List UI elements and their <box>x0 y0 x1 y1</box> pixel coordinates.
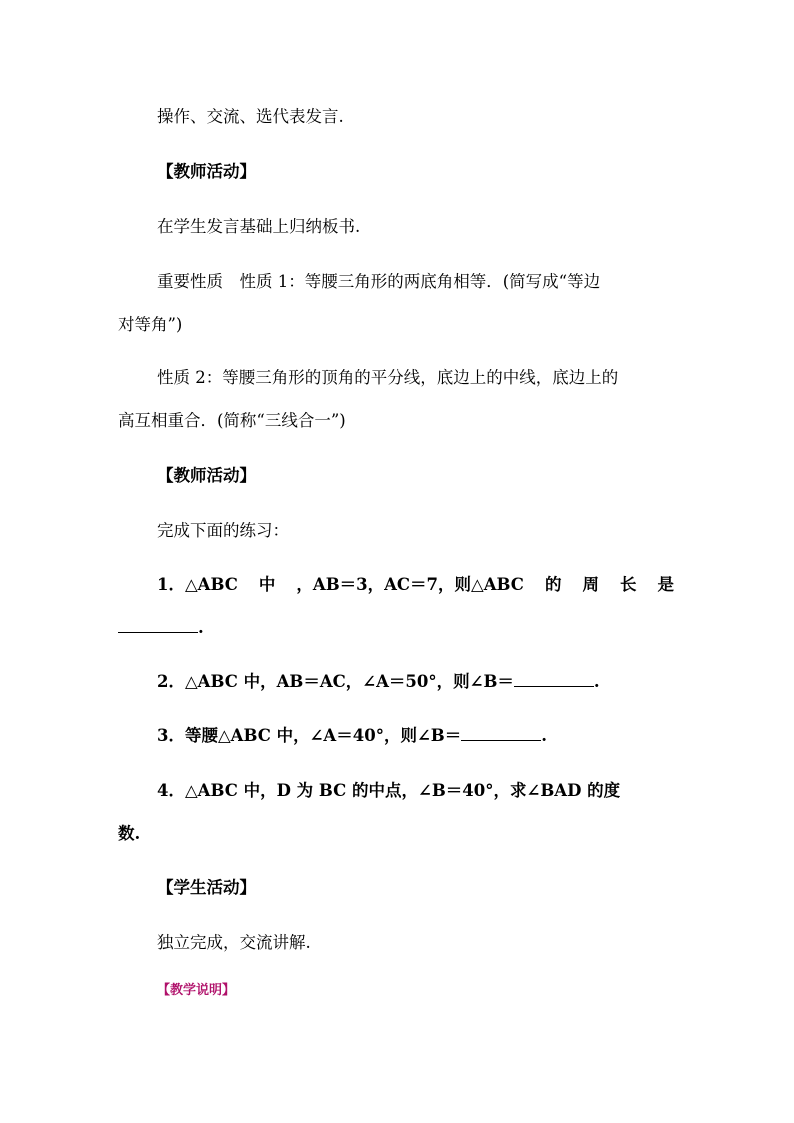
exercise-1-part: ，AB＝3，AC＝7，则△ABC <box>296 575 524 594</box>
paragraph-summary: 在学生发言基础上归纳板书. <box>157 217 361 236</box>
heading-student-activity: 【学生活动】 <box>157 878 256 897</box>
answer-blank-1[interactable] <box>118 618 198 633</box>
exercise-3: 3．等腰△ABC 中，∠A＝40°，则∠B＝ . <box>157 726 547 745</box>
exercise-4-line-1: 4．△ABC 中，D 为 BC 的中点，∠B＝40°，求∠BAD 的度 <box>157 781 621 800</box>
heading-teacher-activity-1: 【教师活动】 <box>157 162 256 181</box>
answer-blank-2[interactable] <box>514 672 594 687</box>
property-2-line-2: 高互相重合．(简称“三线合一”) <box>118 411 346 430</box>
heading-teacher-activity-2: 【教师活动】 <box>157 466 256 485</box>
exercise-1-line-2: . <box>118 617 204 639</box>
paragraph-exercise-intro: 完成下面的练习： <box>157 521 289 540</box>
property-1-line-2: 对等角”) <box>118 315 183 334</box>
exercise-1-part: 中 <box>258 575 276 594</box>
paragraph-independent: 独立完成，交流讲解. <box>157 933 311 952</box>
exercise-1-part: 周 <box>582 575 599 594</box>
exercise-2: 2．△ABC 中，AB＝AC，∠A＝50°，则∠B＝ . <box>157 672 600 691</box>
exercise-1-part: 是 <box>657 575 674 594</box>
property-1-line-1: 重要性质 性质 1：等腰三角形的两底角相等．(简写成“等边 <box>157 272 601 291</box>
exercise-1-part: 的 <box>544 575 562 594</box>
exercise-4-line-2: 数. <box>118 824 141 843</box>
property-2-line-1: 性质 2：等腰三角形的顶角的平分线，底边上的中线，底边上的 <box>157 368 619 387</box>
exercise-1-part: 1．△ABC <box>157 575 238 594</box>
answer-blank-3[interactable] <box>461 726 541 741</box>
exercise-1-part: 长 <box>619 575 637 594</box>
teaching-note-label: 【教学说明】 <box>157 983 236 998</box>
exercise-1-line-1 <box>157 574 674 596</box>
paragraph-operation: 操作、交流、选代表发言. <box>157 107 344 126</box>
